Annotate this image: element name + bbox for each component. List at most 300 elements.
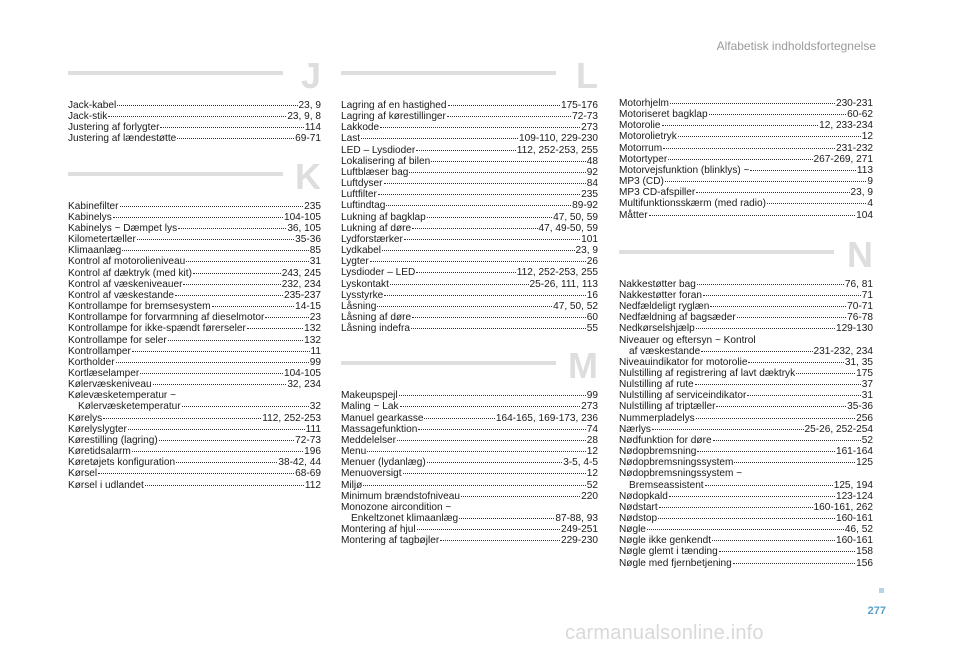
index-entry-pages: 23, 9 xyxy=(298,100,321,111)
dot-leader xyxy=(678,135,861,137)
index-entry[interactable] xyxy=(619,346,873,357)
index-entry-term: Låsning indefra xyxy=(341,323,411,335)
index-entry-pages: 31 xyxy=(861,390,873,402)
dot-leader xyxy=(116,361,309,363)
index-entry-term: Nødstart xyxy=(619,501,658,513)
index-entry-pages: 156 xyxy=(856,557,873,569)
index-entry[interactable] xyxy=(341,535,598,546)
index-entry[interactable] xyxy=(341,100,598,111)
index-entry[interactable] xyxy=(68,346,321,357)
index-entry-pages: 25-26, 252-254 xyxy=(804,423,873,435)
index-entry[interactable] xyxy=(68,335,321,346)
index-entry-term: Låsning af døre xyxy=(341,311,412,323)
index-entry-term: Montering af tagbøjler xyxy=(341,535,440,547)
index-entry-pages: 76, 81 xyxy=(844,278,873,290)
index-entry[interactable] xyxy=(341,133,598,144)
index-entry-pages: 84 xyxy=(586,178,598,190)
section-letter: N xyxy=(847,233,873,275)
section-letter: M xyxy=(568,345,598,387)
dot-leader xyxy=(652,428,804,430)
index-entry-pages: 35-36 xyxy=(295,234,321,246)
index-entry-pages: 72-73 xyxy=(295,434,321,446)
dot-leader xyxy=(748,361,843,363)
index-entry-term: Nedfældeligt ryglæn xyxy=(619,301,710,313)
index-entry-pages: 12 xyxy=(586,468,598,480)
index-entry[interactable] xyxy=(341,424,598,435)
dot-leader xyxy=(705,484,833,486)
index-entry[interactable] xyxy=(68,301,321,312)
index-entry-term: Niveauer og eftersyn ~ Kontrol xyxy=(619,334,756,346)
dot-leader xyxy=(719,550,855,552)
index-entry[interactable] xyxy=(341,167,598,178)
index-entry-pages: 125, 194 xyxy=(833,479,873,491)
index-entry-pages: 230-231 xyxy=(835,98,873,109)
index-entry-term: Lokalisering af bilen xyxy=(341,155,431,167)
index-entry[interactable] xyxy=(619,279,873,290)
index-entry-list xyxy=(341,390,598,546)
index-entry[interactable] xyxy=(619,187,873,198)
index-entry[interactable] xyxy=(68,223,321,234)
dot-leader xyxy=(767,202,866,204)
index-entry-term: Lygter xyxy=(341,256,369,268)
section-divider xyxy=(341,361,556,365)
index-entry[interactable] xyxy=(619,524,873,535)
dot-leader xyxy=(137,238,294,240)
index-entry[interactable] xyxy=(341,457,598,468)
index-entry-term: Kontrol af væskeniveauer xyxy=(68,278,183,290)
index-section-n xyxy=(619,233,873,569)
dot-leader xyxy=(361,137,518,139)
index-entry-pages: 12, 233-234 xyxy=(819,120,873,132)
dot-leader xyxy=(412,316,586,318)
index-entry-pages: 112, 252-253 xyxy=(262,412,321,424)
dot-leader xyxy=(117,104,297,106)
index-entry[interactable] xyxy=(68,446,321,457)
index-entry-term: Måtter xyxy=(619,209,648,221)
index-entry[interactable] xyxy=(68,212,321,223)
index-entry[interactable] xyxy=(619,323,873,334)
index-entry-pages: 101 xyxy=(581,233,598,245)
index-entry-term: Kølevæsketemperatur ~ xyxy=(68,390,176,402)
dot-leader xyxy=(409,171,585,173)
index-entry[interactable] xyxy=(341,301,598,312)
index-entry[interactable] xyxy=(68,279,321,290)
index-entry-term: MP3 (CD) xyxy=(619,176,664,188)
index-entry[interactable] xyxy=(68,413,321,424)
dot-leader xyxy=(416,149,516,151)
index-entry[interactable] xyxy=(341,245,598,256)
index-entry[interactable] xyxy=(68,100,321,111)
index-entry[interactable] xyxy=(619,513,873,524)
index-entry-term: Nakkestøtter bag xyxy=(619,278,696,290)
index-entry-term: Nulstilling af triptæller xyxy=(619,401,716,413)
index-entry-term: Bremseassistent xyxy=(629,479,704,491)
dot-leader xyxy=(176,461,277,463)
dot-leader xyxy=(177,137,294,139)
index-entry[interactable] xyxy=(341,212,598,223)
index-entry[interactable] xyxy=(341,413,598,424)
section-divider xyxy=(68,71,283,75)
index-entry[interactable] xyxy=(68,290,321,301)
index-entry[interactable] xyxy=(341,200,598,211)
index-entry-pages: 220 xyxy=(581,490,598,502)
index-entry-term: Motorolie xyxy=(619,120,661,132)
dot-leader xyxy=(448,104,560,106)
index-entry[interactable] xyxy=(68,435,321,446)
index-entry-pages: 89-92 xyxy=(572,200,598,212)
index-entry-term: Kølervæskeniveau xyxy=(68,379,152,391)
index-entry[interactable] xyxy=(619,491,873,502)
index-entry-pages: 12 xyxy=(861,131,873,143)
index-entry-term: Motoriseret bagklap xyxy=(619,109,708,121)
dot-leader xyxy=(160,126,303,128)
index-entry-term: Kontrollampe for forvarmning af dieselmotor xyxy=(68,312,265,324)
index-entry[interactable] xyxy=(341,435,598,446)
index-entry-pages: 125 xyxy=(856,457,873,469)
index-entry[interactable] xyxy=(68,312,321,323)
dot-leader xyxy=(367,450,586,452)
dot-leader xyxy=(153,383,287,385)
index-entry-term: Kørelyslygter xyxy=(68,423,127,435)
index-entry[interactable] xyxy=(341,446,598,457)
index-entry-term: LED – Lysdioder xyxy=(341,144,416,156)
index-entry[interactable] xyxy=(341,401,598,412)
index-entry-pages: 60-62 xyxy=(847,109,873,121)
index-entry-term: Kørelys xyxy=(68,412,103,424)
index-entry[interactable] xyxy=(341,122,598,133)
section-divider xyxy=(341,71,556,75)
index-entry-pages: 35-36 xyxy=(847,401,873,413)
index-entry[interactable] xyxy=(619,301,873,312)
index-entry-term: Nøgle glemt i tænding xyxy=(619,546,718,558)
index-entry[interactable] xyxy=(341,502,598,513)
index-entry[interactable] xyxy=(68,480,321,491)
index-entry-term: Motortyper xyxy=(619,153,668,165)
index-entry[interactable] xyxy=(68,256,321,267)
index-entry[interactable] xyxy=(619,413,873,424)
index-entry[interactable] xyxy=(68,323,321,334)
index-entry[interactable] xyxy=(619,176,873,187)
index-entry-term: Manuel gearkasse xyxy=(341,412,424,424)
index-entry-pages: 23, 9 xyxy=(575,245,598,257)
index-entry[interactable] xyxy=(341,279,598,290)
dot-leader xyxy=(447,115,571,117)
index-entry[interactable] xyxy=(619,390,873,401)
index-entry[interactable] xyxy=(68,468,321,479)
index-entry[interactable] xyxy=(68,234,321,245)
dot-leader xyxy=(186,260,308,262)
index-entry[interactable] xyxy=(341,312,598,323)
section-letter: L xyxy=(576,55,598,96)
index-entry[interactable] xyxy=(619,535,873,546)
index-entry-pages: 235-237 xyxy=(283,289,321,301)
index-entry[interactable] xyxy=(619,379,873,390)
index-entry[interactable] xyxy=(619,98,873,109)
index-entry-pages: 273 xyxy=(581,401,598,413)
dot-leader xyxy=(159,439,294,441)
index-entry[interactable] xyxy=(68,390,321,401)
index-entry[interactable] xyxy=(341,480,598,491)
index-entry-term: Kilometertæller xyxy=(68,234,136,246)
index-entry-term: Maling ~ Lak xyxy=(341,401,399,413)
index-entry[interactable] xyxy=(619,435,873,446)
index-entry[interactable] xyxy=(68,268,321,279)
index-entry-term: Luftfilter xyxy=(341,189,377,201)
index-entry-pages: 46, 52 xyxy=(844,524,873,536)
dot-leader xyxy=(400,405,581,407)
index-entry[interactable] xyxy=(619,546,873,557)
index-entry[interactable] xyxy=(619,210,873,221)
dot-leader xyxy=(670,102,835,104)
index-entry-pages: 23, 9 xyxy=(850,187,873,199)
index-entry-term: Nødopbremsningssystem xyxy=(619,457,734,469)
index-entry-pages: 9 xyxy=(867,176,873,188)
dot-leader xyxy=(737,316,846,318)
index-entry-term: Nøgle med fjernbetjening xyxy=(619,557,732,569)
index-entry[interactable] xyxy=(619,480,873,491)
index-entry-term: Jack-kabel xyxy=(68,100,117,111)
section-letter: J xyxy=(300,55,321,96)
index-entry-term: Nødopbremsning xyxy=(619,446,697,458)
index-entry-pages: 31 xyxy=(309,256,321,268)
index-entry[interactable] xyxy=(341,524,598,535)
index-entry-pages: 113 xyxy=(856,164,873,176)
dot-leader xyxy=(459,517,554,519)
dot-leader xyxy=(113,216,283,218)
index-entry[interactable] xyxy=(619,357,873,368)
index-entry[interactable] xyxy=(619,558,873,569)
dot-leader xyxy=(695,383,861,385)
index-entry-pages: 104-105 xyxy=(283,367,321,379)
index-entry-pages: 36, 105 xyxy=(287,222,321,234)
index-entry[interactable] xyxy=(341,111,598,122)
index-entry-pages: 12 xyxy=(586,446,598,458)
section-header xyxy=(68,155,321,201)
index-entry-pages: 32 xyxy=(309,401,321,413)
index-entry-term: Nedfældning af bagsæder xyxy=(619,312,736,324)
index-entry-list xyxy=(68,100,321,145)
index-entry[interactable] xyxy=(68,401,321,412)
index-entry[interactable] xyxy=(341,145,598,156)
index-entry-pages: 16 xyxy=(586,289,598,301)
index-entry-pages: 160-161 xyxy=(835,535,873,547)
section-header xyxy=(341,55,598,100)
index-entry-pages: 4 xyxy=(867,198,873,210)
index-entry[interactable] xyxy=(68,357,321,368)
dot-leader xyxy=(668,158,812,160)
index-entry-pages: 104-105 xyxy=(283,211,321,223)
index-entry[interactable] xyxy=(341,256,598,267)
index-entry[interactable] xyxy=(341,267,598,278)
index-entry[interactable] xyxy=(341,290,598,301)
index-entry-pages: 111 xyxy=(305,423,321,435)
dot-leader xyxy=(212,305,295,307)
section-header xyxy=(341,345,598,390)
dot-leader xyxy=(175,294,283,296)
index-entry-pages: 231-232, 234 xyxy=(813,345,873,357)
index-entry-term: Luftdyser xyxy=(341,178,383,190)
index-column-2 xyxy=(341,55,598,547)
dot-leader xyxy=(247,327,303,329)
index-entry-term: Motorhjelm xyxy=(619,98,669,109)
index-entry[interactable] xyxy=(619,109,873,120)
index-entry[interactable] xyxy=(341,323,598,334)
index-entry[interactable] xyxy=(619,120,873,131)
dot-leader xyxy=(384,182,586,184)
index-entry-pages: 52 xyxy=(586,479,598,491)
index-entry-term: Nøgle ikke genkendt xyxy=(619,535,712,547)
dot-leader xyxy=(697,450,835,452)
index-entry[interactable] xyxy=(619,290,873,301)
index-entry-pages: 112 xyxy=(304,479,321,491)
index-entry-pages: 55 xyxy=(586,323,598,335)
index-entry[interactable] xyxy=(68,133,321,144)
index-entry[interactable] xyxy=(619,446,873,457)
index-entry-pages: 112, 252-253, 255 xyxy=(516,267,598,279)
index-entry[interactable] xyxy=(68,122,321,133)
index-entry[interactable] xyxy=(619,457,873,468)
dot-leader xyxy=(703,294,861,296)
index-entry-pages: 14-15 xyxy=(295,301,321,313)
index-entry[interactable] xyxy=(619,154,873,165)
index-entry-term: Nødfunktion for døre xyxy=(619,434,712,446)
index-entry-term: Minimum brændstofniveau xyxy=(341,490,460,502)
index-entry-term: Nødstop xyxy=(619,513,658,524)
dot-leader xyxy=(696,417,855,419)
dot-leader xyxy=(713,439,861,441)
index-entry[interactable] xyxy=(341,189,598,200)
dot-leader xyxy=(182,405,309,407)
index-entry-pages: 3-5, 4-5 xyxy=(563,457,598,469)
index-entry[interactable] xyxy=(619,335,873,346)
index-entry[interactable] xyxy=(68,424,321,435)
index-entry-pages: 26 xyxy=(586,256,598,268)
dot-leader xyxy=(440,539,560,541)
dot-leader xyxy=(659,506,813,508)
index-entry-pages: 132 xyxy=(304,334,321,346)
index-entry[interactable] xyxy=(619,131,873,142)
index-entry[interactable] xyxy=(341,178,598,189)
index-section-j xyxy=(68,55,321,145)
index-entry-pages: 38-42, 44 xyxy=(278,457,321,469)
index-entry-pages: 231-232 xyxy=(835,142,873,154)
index-entry-pages: 92 xyxy=(586,166,598,178)
section-divider xyxy=(619,250,834,254)
index-entry[interactable] xyxy=(619,143,873,154)
dot-leader xyxy=(380,126,580,128)
index-entry-term: Luftindtag xyxy=(341,200,386,212)
index-entry[interactable] xyxy=(619,424,873,435)
index-entry-pages: 175-176 xyxy=(560,100,598,111)
index-entry-pages: 164-165, 169-173, 236 xyxy=(495,412,598,424)
index-entry[interactable] xyxy=(619,312,873,323)
index-entry-list xyxy=(619,98,873,221)
index-entry[interactable] xyxy=(619,468,873,479)
index-entry[interactable] xyxy=(619,502,873,513)
dot-leader xyxy=(712,539,835,541)
index-entry-term: Lyskontakt xyxy=(341,278,389,290)
index-entry-term: Lagring af en hastighed xyxy=(341,100,447,111)
index-entry[interactable] xyxy=(341,390,598,401)
index-entry-term: Lagring af kørestillinger xyxy=(341,111,446,123)
index-entry[interactable] xyxy=(68,245,321,256)
index-entry-list xyxy=(68,201,321,491)
dot-leader xyxy=(397,439,586,441)
index-entry[interactable] xyxy=(341,223,598,234)
index-entry[interactable] xyxy=(619,401,873,412)
index-entry-term: Kabinefilter xyxy=(68,200,119,212)
index-entry[interactable] xyxy=(341,234,598,245)
index-entry-pages: 87-88, 93 xyxy=(555,513,598,524)
index-entry-term: Nedkørselshjælp xyxy=(619,323,695,335)
dot-leader xyxy=(733,562,855,564)
index-entry-term: Lydkabel xyxy=(341,245,382,257)
index-entry-pages: 48 xyxy=(586,155,598,167)
dot-leader xyxy=(193,272,281,274)
index-entry-term: Kontrollampe for ikke-spændt førerseler xyxy=(68,323,246,335)
index-entry[interactable] xyxy=(619,368,873,379)
index-entry[interactable] xyxy=(68,379,321,390)
index-section-k xyxy=(68,155,321,491)
index-entry[interactable] xyxy=(341,513,598,524)
index-entry[interactable] xyxy=(619,165,873,176)
index-entry-term: Køretidsalarm xyxy=(68,446,131,458)
index-entry[interactable] xyxy=(619,198,873,209)
dot-leader xyxy=(145,484,304,486)
index-entry-term: Kortholder xyxy=(68,356,115,368)
index-entry-pages: 74 xyxy=(586,423,598,435)
index-entry-term: Kabinelys ~ Dæmpet lys xyxy=(68,222,178,234)
page-corner-marker xyxy=(879,588,884,593)
dot-leader xyxy=(390,283,529,285)
index-entry-term: af væskestande xyxy=(629,345,701,357)
index-entry-term: Nakkestøtter foran xyxy=(619,289,703,301)
index-entry-term: MP3 CD-afspiller xyxy=(619,187,696,199)
dot-leader xyxy=(132,450,303,452)
index-entry[interactable] xyxy=(68,111,321,122)
index-entry[interactable] xyxy=(68,201,321,212)
index-entry[interactable] xyxy=(341,156,598,167)
dot-leader xyxy=(747,394,860,396)
index-entry-term: Kortlæselamper xyxy=(68,367,140,379)
index-entry-term: Justering af lændestøtte xyxy=(68,133,177,145)
index-entry-term: Kontrol af dæktryk (med kit) xyxy=(68,267,192,279)
index-entry[interactable] xyxy=(68,457,321,468)
index-entry-term: Lysstyrke xyxy=(341,289,384,301)
dot-leader xyxy=(103,417,261,419)
dot-leader xyxy=(663,147,835,149)
index-entry-pages: 160-161, 262 xyxy=(813,501,873,513)
index-entry[interactable] xyxy=(341,468,598,479)
index-entry[interactable] xyxy=(68,368,321,379)
index-entry-pages: 70-71 xyxy=(847,301,873,313)
index-entry-pages: 52 xyxy=(861,434,873,446)
dot-leader xyxy=(418,428,585,430)
dot-leader xyxy=(416,271,516,273)
index-entry-term: Makeupspejl xyxy=(341,390,398,402)
index-entry-term: Nummerpladelys xyxy=(619,412,695,424)
index-entry[interactable] xyxy=(341,491,598,502)
dot-leader xyxy=(377,305,552,307)
dot-leader xyxy=(178,227,286,229)
index-section-l xyxy=(341,55,598,335)
index-entry-term: Menu xyxy=(341,446,367,458)
index-entry-pages: 47, 49-50, 59 xyxy=(538,222,598,234)
index-entry-pages: 28 xyxy=(586,434,598,446)
dot-leader xyxy=(399,394,586,396)
dot-leader xyxy=(701,350,812,352)
index-entry-pages: 99 xyxy=(309,356,321,368)
